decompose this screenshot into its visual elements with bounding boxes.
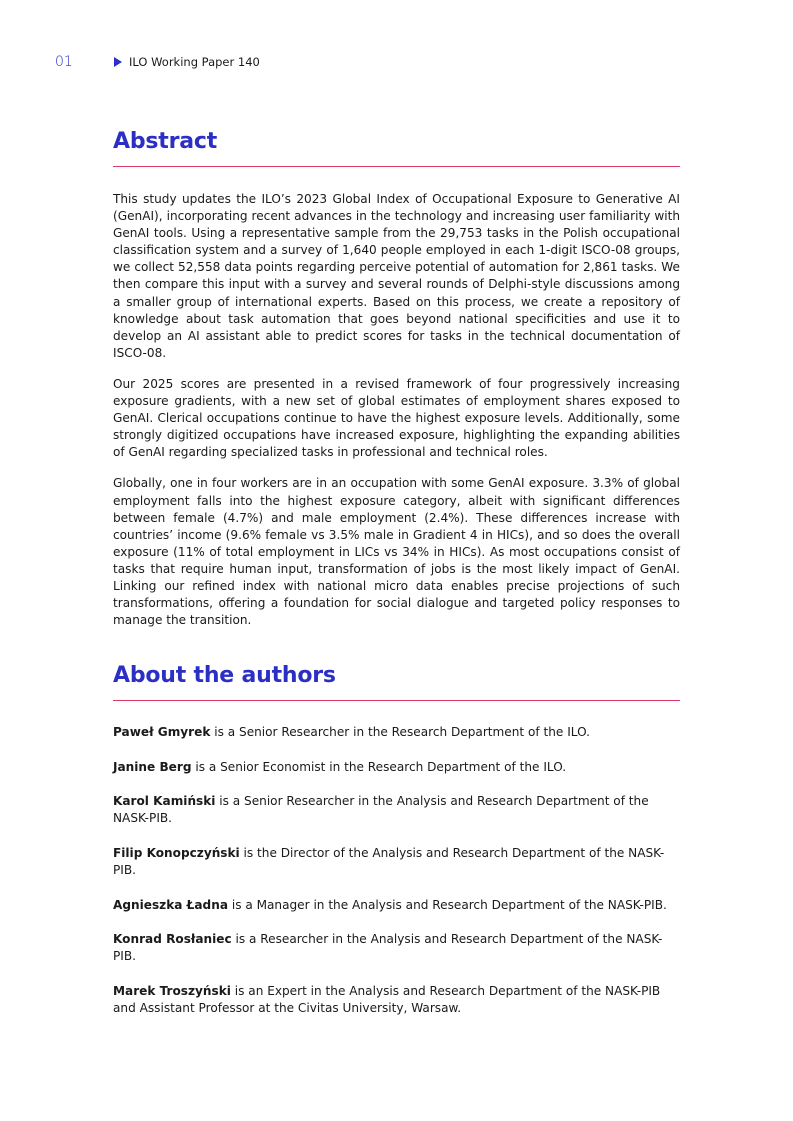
running-title: ILO Working Paper 140 — [129, 55, 260, 69]
author-name: Filip Konopczyński — [113, 845, 240, 860]
author-entry — [113, 724, 680, 741]
author-entry — [113, 897, 680, 914]
author-entry — [113, 931, 680, 965]
abstract-paragraph-3: Globally, one in four workers are in an occupation with some GenAI exposure. 3.3% of global employment falls into the highest exposure category, albeit with significant differences between female (4.7%) and male employment (2.4%). These differences increase with countries’ income (9.6% female vs 3.5% male in Gradient 4 in HICs), and so does the overall exposure (11% of total employment in LICs vs 34% in HICs). As most occupations consist of tasks that require human input, transformation of jobs is the most likely impact of GenAI. Linking our refined index with national micro data enables precise projections of such transformations, offering a foundation for social dialogue and targeted policy responses to manage the transition. — [113, 476, 680, 628]
author-description: is the Director of the Analysis and Research Department of the NASK-PIB. — [113, 845, 665, 877]
authors-section — [113, 663, 680, 1035]
author-description: is a Manager in the Analysis and Research Department of the NASK-PIB. — [227, 897, 667, 912]
author-description: is a Researcher in the Analysis and Research Department of the NASK-PIB. — [113, 932, 663, 964]
author-description: is an Expert in the Analysis and Research Department of the NASK-PIB and Assistant Professor at the Civitas University, Warsaw. — [113, 983, 661, 1015]
abstract-paragraph-1: This study updates the ILO’s 2023 Global Index of Occupational Exposure to Generative AI (GenAI), incorporating recent advances in the technology and increasing user familiarity with GenAI tools. Using a representative sample from the 29,753 tasks in the Polish occupational classification system and a survey of 1,640 people employed in each 1-digit ISCO-08 groups, we collect 52,558 data points regarding perceive potential of automation for 2,861 tasks. We then compare this input with a survey and several rounds of Delphi-style discussions among a smaller group of international experts. Based on this process, we create a repository of knowledge about task automation that goes beyond national specificities and use it to develop an AI assistant able to predict scores for tasks in the technical documentation of ISCO-08. — [113, 192, 680, 360]
author-name: Karol Kamiński — [113, 794, 216, 809]
triangle-right-icon — [114, 57, 122, 67]
author-entry — [113, 793, 680, 827]
author-description: is a Senior Researcher in the Research Department of the ILO. — [210, 725, 590, 739]
author-list — [113, 724, 680, 1017]
author-name: Agnieszka Ładna — [113, 897, 228, 912]
abstract-section — [113, 129, 680, 629]
abstract-paragraph-2: Our 2025 scores are presented in a revised framework of four progressively increasing exposure gradients, with a new set of global estimates of employment shares exposed to GenAI. Clerical occupations continue to have the highest exposure levels. Additionally, some strongly digitized occupations have increased exposure, highlighting the expanding abilities of GenAI regarding specialized tasks in professional and technical roles. — [113, 376, 680, 460]
author-name: Konrad Rosłaniec — [113, 932, 232, 947]
page-number: 01 — [55, 54, 73, 70]
author-entry — [113, 845, 680, 879]
abstract-heading: Abstract — [113, 129, 680, 167]
author-entry — [113, 983, 680, 1017]
author-description: is a Senior Economist in the Research Department of the ILO. — [191, 759, 567, 774]
author-name: Janine Berg — [113, 759, 192, 774]
authors-heading: About the authors — [113, 663, 680, 701]
author-description: is a Senior Researcher in the Analysis and Research Department of the NASK-PIB. — [113, 794, 649, 826]
author-name: Marek Troszyński — [113, 983, 231, 998]
author-entry — [113, 759, 680, 776]
running-header — [114, 55, 260, 69]
author-name: Paweł Gmyrek — [113, 725, 211, 739]
